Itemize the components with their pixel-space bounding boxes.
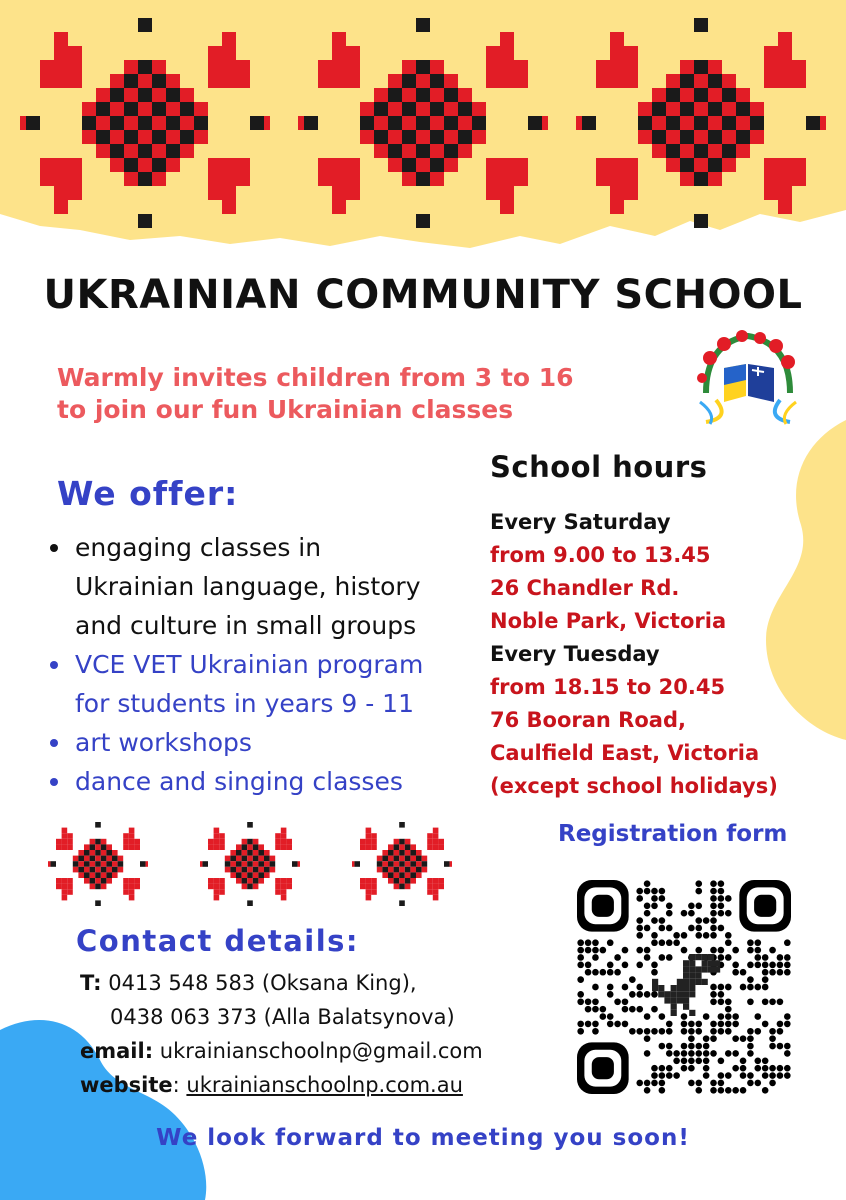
embroidery-motif-2 [298,18,548,228]
phone-2[interactable]: 0438 063 373 (Alla Balatsynova) [110,1005,455,1029]
offer-list [48,528,478,801]
hours-line: Noble Park, Victoria [490,609,727,633]
school-emblem-logo [686,318,810,426]
invite-line-2: to join our fun Ukrainian classes [57,395,514,424]
hours-line: (except school holidays) [490,774,778,798]
footer-message: We look forward to meeting you soon! [156,1125,690,1151]
offer-line: VCE VET Ukrainian program [75,650,424,679]
small-embroidery-motif-1 [48,822,148,906]
page-title: UKRAINIAN COMMUNITY SCHOOL [43,272,803,318]
website-line [80,1068,483,1102]
small-embroidery-motif-3 [352,822,452,906]
hours-line: 76 Booran Road, [490,708,686,732]
offer-line: dance and singing classes [75,767,403,796]
offer-item-dance [48,762,478,801]
invite-text [57,362,617,426]
embroidery-motif-1 [20,18,270,228]
email-address[interactable]: ukrainianschoolnp@gmail.com [159,1039,483,1063]
registration-label: Registration form [558,821,788,847]
offer-item-classes [48,528,478,645]
hours-line: 26 Chandler Rd. [490,576,680,600]
email-label: email: [80,1039,154,1063]
email-line [80,1034,483,1068]
contact-heading: Contact details: [76,924,360,958]
website-link[interactable]: ukrainianschoolnp.com.au [186,1073,463,1097]
hours-heading: School hours [490,450,708,484]
dinosaur-icon [652,954,720,1016]
offer-line: for students in years 9 - 11 [75,689,414,718]
hours-line: from 18.15 to 20.45 [490,675,726,699]
hours-line: Every Saturday [490,510,671,534]
registration-qr-code[interactable] [577,880,791,1094]
embroidery-motif-3 [576,18,826,228]
contact-details [80,966,483,1102]
hours-line: Every Tuesday [490,642,660,666]
offer-item-vce [48,645,478,723]
offer-line: Ukrainian language, history [75,572,421,601]
offer-line: art workshops [75,728,252,757]
offer-heading: We offer: [57,474,239,513]
website-label: website [80,1073,173,1097]
phone-line-1 [80,966,483,1000]
hours-line: from 9.00 to 13.45 [490,543,711,567]
hours-line: Caulfield East, Victoria [490,741,760,765]
offer-line: engaging classes in [75,533,322,562]
website-separator: : [172,1073,180,1097]
phone-line-2 [80,1000,483,1034]
small-embroidery-motif-2 [200,822,300,906]
phone-1[interactable]: 0413 548 583 (Oksana King), [108,971,417,995]
hours-details [490,506,778,803]
invite-line-1: Warmly invites children from 3 to 16 [57,363,574,392]
offer-item-art [48,723,478,762]
phone-label: T: [80,971,102,995]
offer-line: and culture in small groups [75,611,417,640]
